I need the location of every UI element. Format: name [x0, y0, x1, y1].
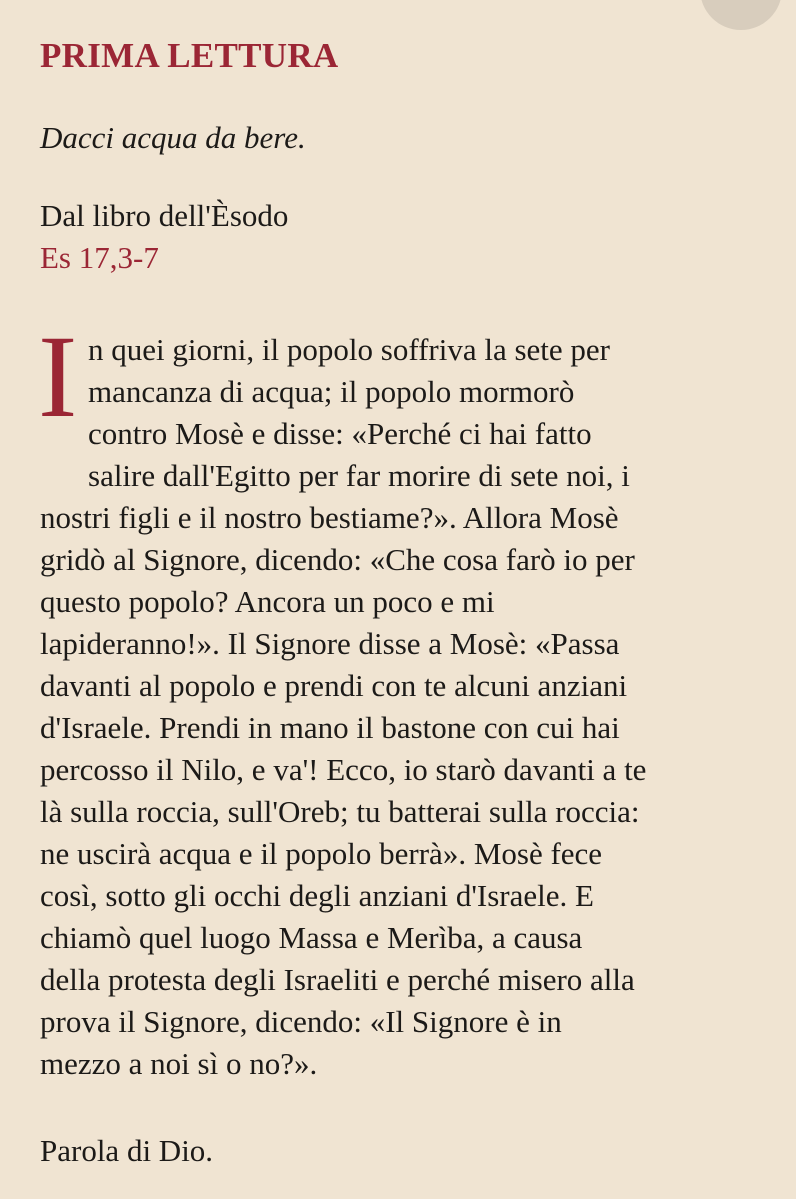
body-line: questo popolo? Ancora un poco e mi	[40, 584, 495, 619]
body-line: mezzo a noi sì o no?».	[40, 1046, 318, 1081]
drop-cap: I	[38, 311, 78, 442]
body-line: prova il Signore, dicendo: «Il Signore è in	[40, 1004, 562, 1039]
body-line: d'Israele. Prendi in mano il bastone con cui hai	[40, 710, 620, 745]
body-line: n quei giorni, il popolo soffriva la sete per	[88, 332, 611, 367]
body-line: percosso il Nilo, e va'! Ecco, io starò davanti a te	[40, 752, 647, 787]
section-title: PRIMA LETTURA	[40, 36, 339, 75]
body-line: mancanza di acqua; il popolo mormorò	[88, 374, 575, 409]
body-line: là sulla roccia, sull'Oreb; tu batterai sulla roccia:	[40, 794, 640, 829]
body-line: lapideranno!». Il Signore disse a Mosè: «Passa	[40, 626, 620, 661]
floating-action-button[interactable]	[700, 0, 782, 30]
book-source: Dal libro dell'Èsodo	[40, 198, 289, 233]
body-line: salire dall'Egitto per far morire di sete noi, i	[88, 458, 630, 493]
closing-text: Parola di Dio.	[40, 1133, 214, 1168]
body-line: così, sotto gli occhi degli anziani d'Israele. E	[40, 878, 594, 913]
body-line: davanti al popolo e prendi con te alcuni anziani	[40, 668, 628, 703]
body-line: della protesta degli Israeliti e perché misero alla	[40, 962, 635, 997]
body-line: ne uscirà acqua e il popolo berrà». Mosè fece	[40, 836, 603, 871]
scripture-reference: Es 17,3-7	[40, 240, 159, 275]
body-line: contro Mosè e disse: «Perché ci hai fatto	[88, 416, 592, 451]
body-line: nostri figli e il nostro bestiame?». Allora Mosè	[40, 500, 619, 535]
body-line: chiamò quel luogo Massa e Merìba, a causa	[40, 920, 583, 955]
reading-subtitle: Dacci acqua da bere.	[40, 120, 306, 155]
body-line: gridò al Signore, dicendo: «Che cosa farò io per	[40, 542, 635, 577]
